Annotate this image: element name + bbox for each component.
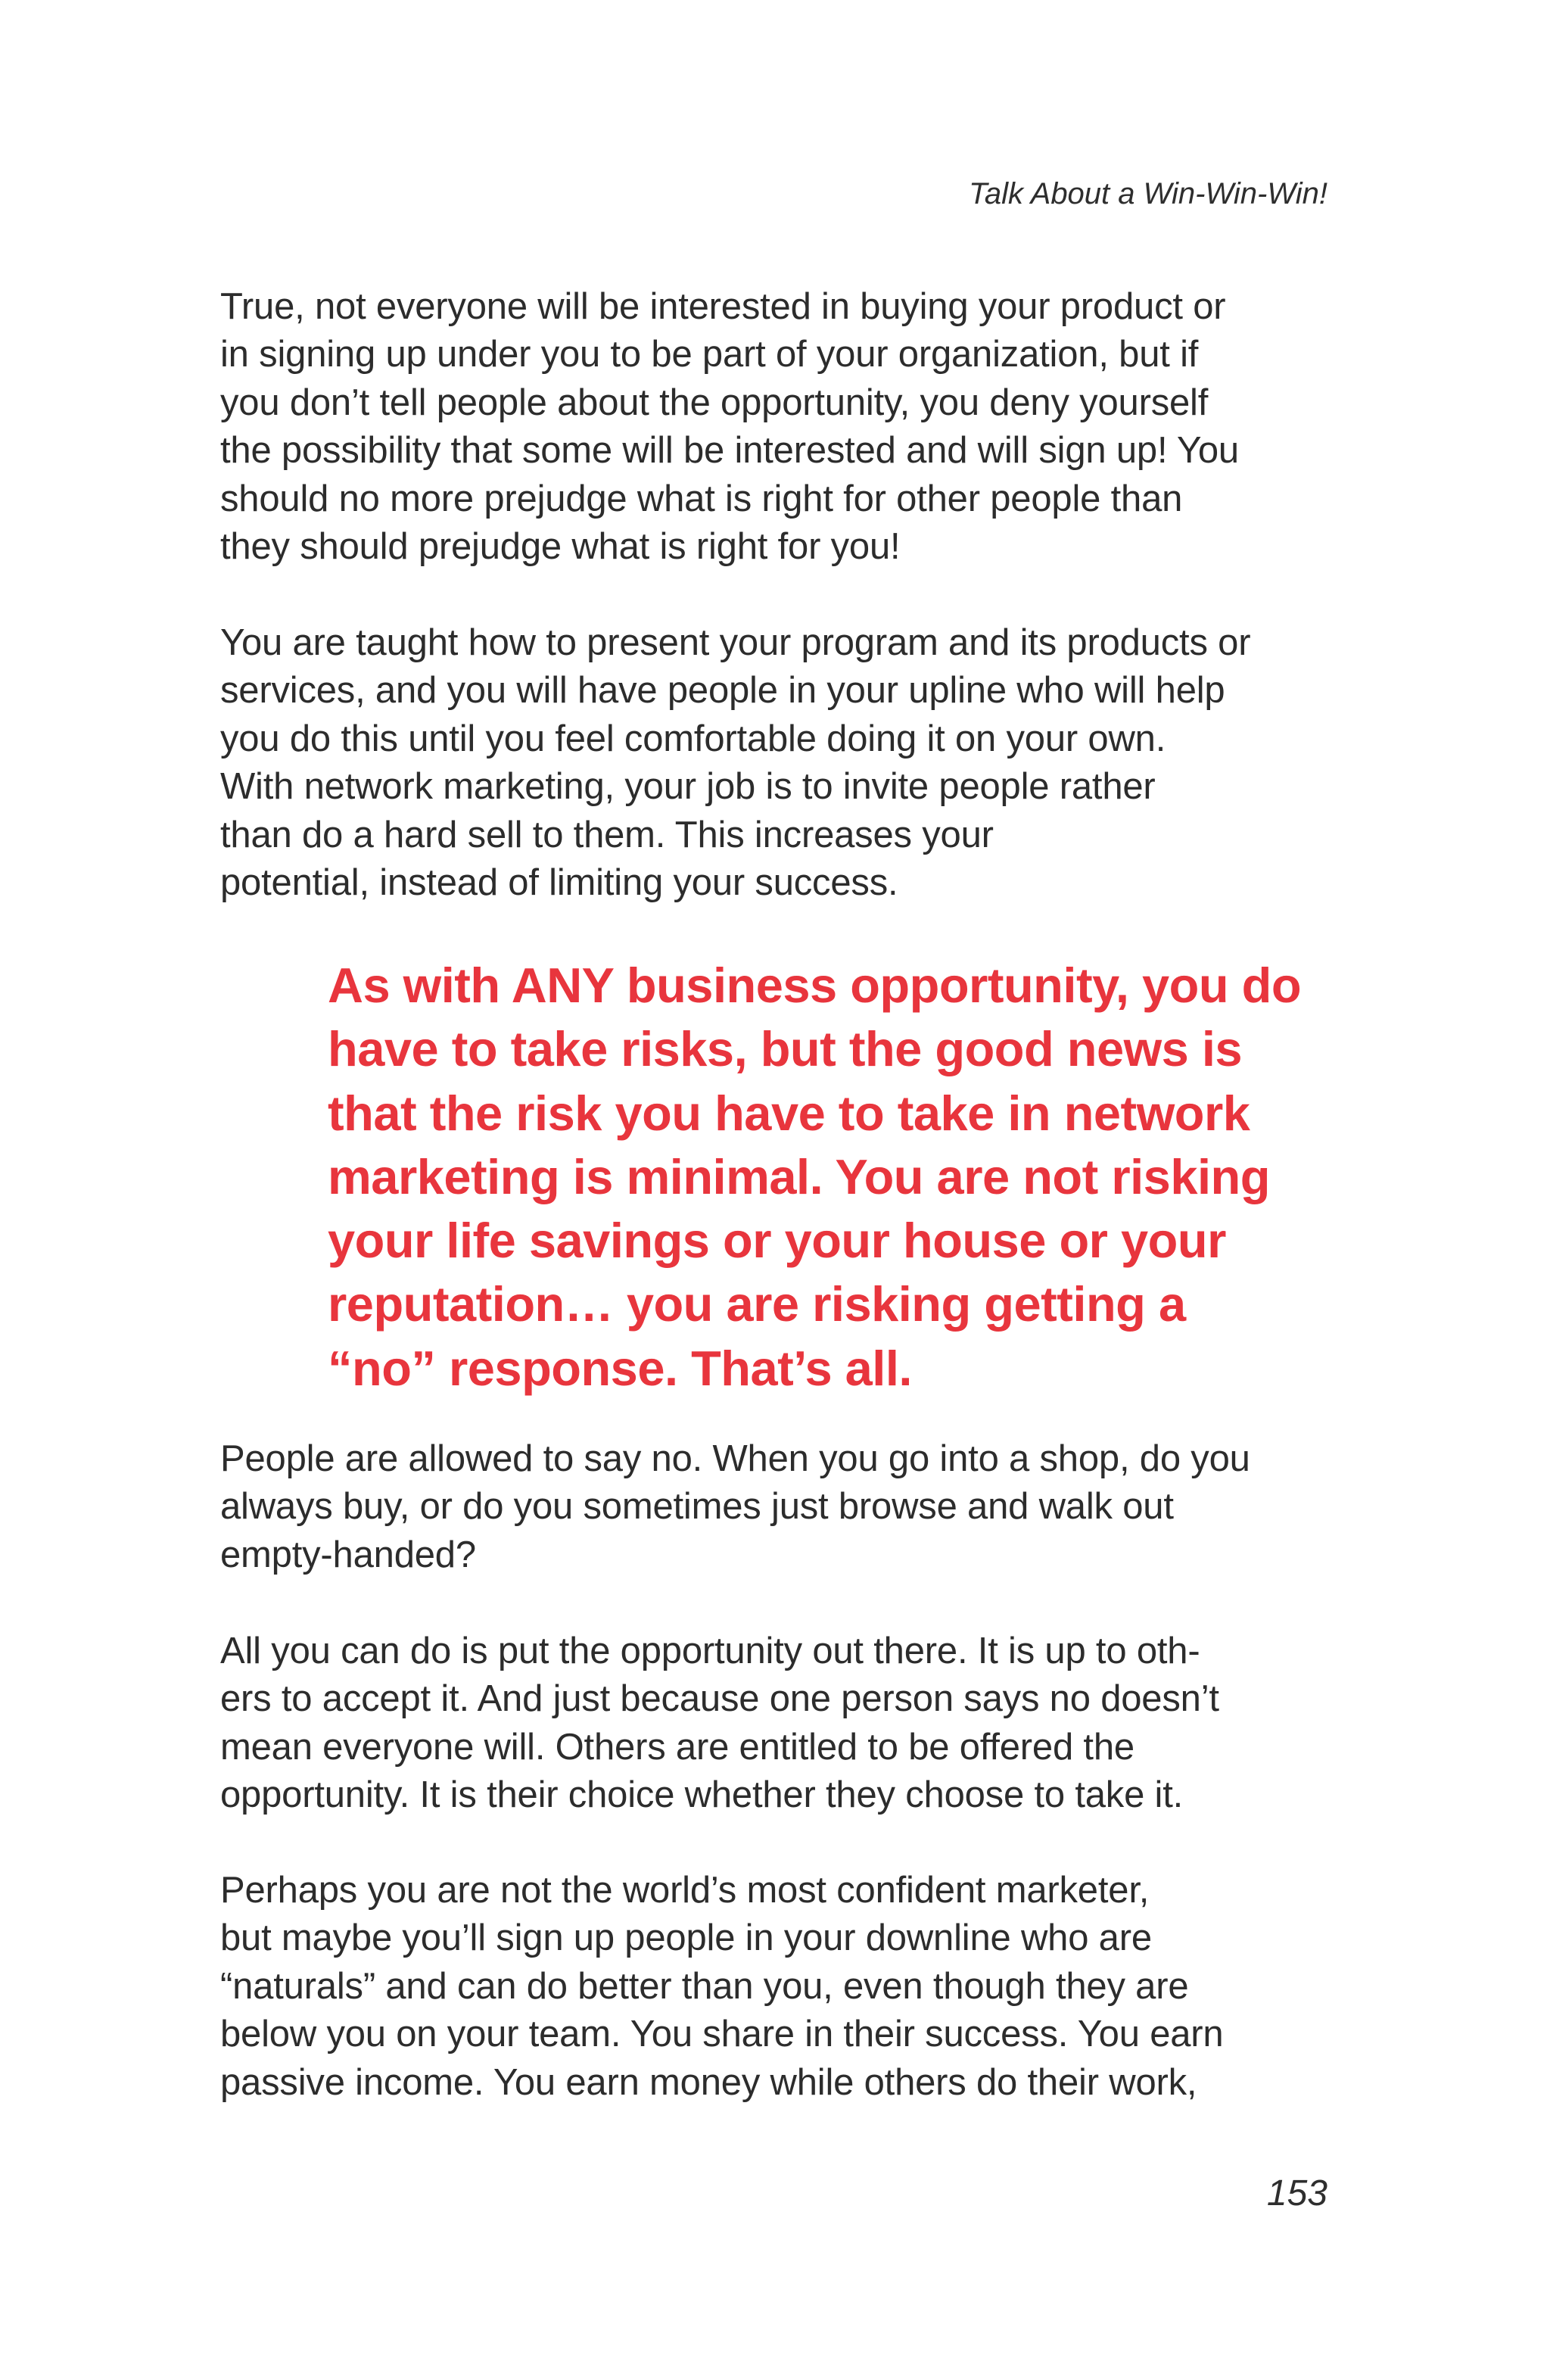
pull-quote — [328, 954, 1342, 1400]
text-line: With network marketing, your job is to invite people rather — [220, 766, 1156, 808]
paragraph-3 — [220, 1435, 1340, 1579]
text-line: opportunity. It is their choice whether they choose to take it. — [220, 1774, 1184, 1816]
pull-quote-line: marketing is minimal. You are not risking — [328, 1148, 1270, 1204]
pull-quote-line: your life savings or your house or your — [328, 1213, 1226, 1269]
text-line: they should prejudge what is right for you! — [220, 526, 901, 568]
pull-quote-line: “no” response. That’s all. — [328, 1340, 912, 1396]
pull-quote-line: reputation… you are risking getting a — [328, 1276, 1186, 1332]
text-line: mean everyone will. Others are entitled to be offered the — [220, 1726, 1134, 1768]
text-line: “naturals” and can do better than you, even though they are — [220, 1965, 1189, 2007]
paragraph-1 — [220, 283, 1340, 571]
pull-quote-line: have to take risks, but the good news is — [328, 1021, 1243, 1077]
text-line: Perhaps you are not the world’s most confident marketer, — [220, 1870, 1150, 1911]
text-line: always buy, or do you sometimes just browse and walk out — [220, 1486, 1174, 1528]
text-line: than do a hard sell to them. This increases your — [220, 814, 994, 855]
pull-quote-line: that the risk you have to take in network — [328, 1085, 1250, 1141]
paragraph-2 — [220, 619, 1340, 907]
paragraph-5 — [220, 1867, 1340, 2107]
text-line: All you can do is put the opportunity out there. It is up to oth- — [220, 1631, 1200, 1671]
text-line: below you on your team. You share in their success. You earn — [220, 2014, 1224, 2055]
running-head: Talk About a Win-Win-Win! — [969, 177, 1327, 210]
text-line: empty-handed? — [220, 1534, 476, 1575]
text-line: People are allowed to say no. When you go into a shop, do you — [220, 1438, 1250, 1479]
text-line: True, not everyone will be interested in buying your product or — [220, 286, 1226, 327]
text-line: potential, instead of limiting your success. — [220, 862, 898, 904]
page-number: 153 — [1266, 2173, 1327, 2213]
text-line: in signing up under you to be part of your organization, but if — [220, 334, 1199, 375]
text-line: you do this until you feel comfortable doing it on your own. — [220, 718, 1166, 759]
pull-quote-line: As with ANY business opportunity, you do — [328, 958, 1302, 1013]
text-line: but maybe you’ll sign up people in your downline who are — [220, 1917, 1152, 1959]
text-line: you don’t tell people about the opportunity, you deny yourself — [220, 382, 1209, 423]
text-line: passive income. You earn money while others do their work, — [220, 2061, 1197, 2103]
paragraph-4 — [220, 1628, 1340, 1820]
text-line: services, and you will have people in your upline who will help — [220, 670, 1225, 712]
text-line: the possibility that some will be interested and will sign up! You — [220, 430, 1239, 472]
text-line: ers to accept it. And just because one person says no doesn’t — [220, 1678, 1219, 1720]
text-line: should no more prejudge what is right for other people than — [220, 478, 1183, 519]
text-line: You are taught how to present your program and its products or — [220, 622, 1251, 663]
